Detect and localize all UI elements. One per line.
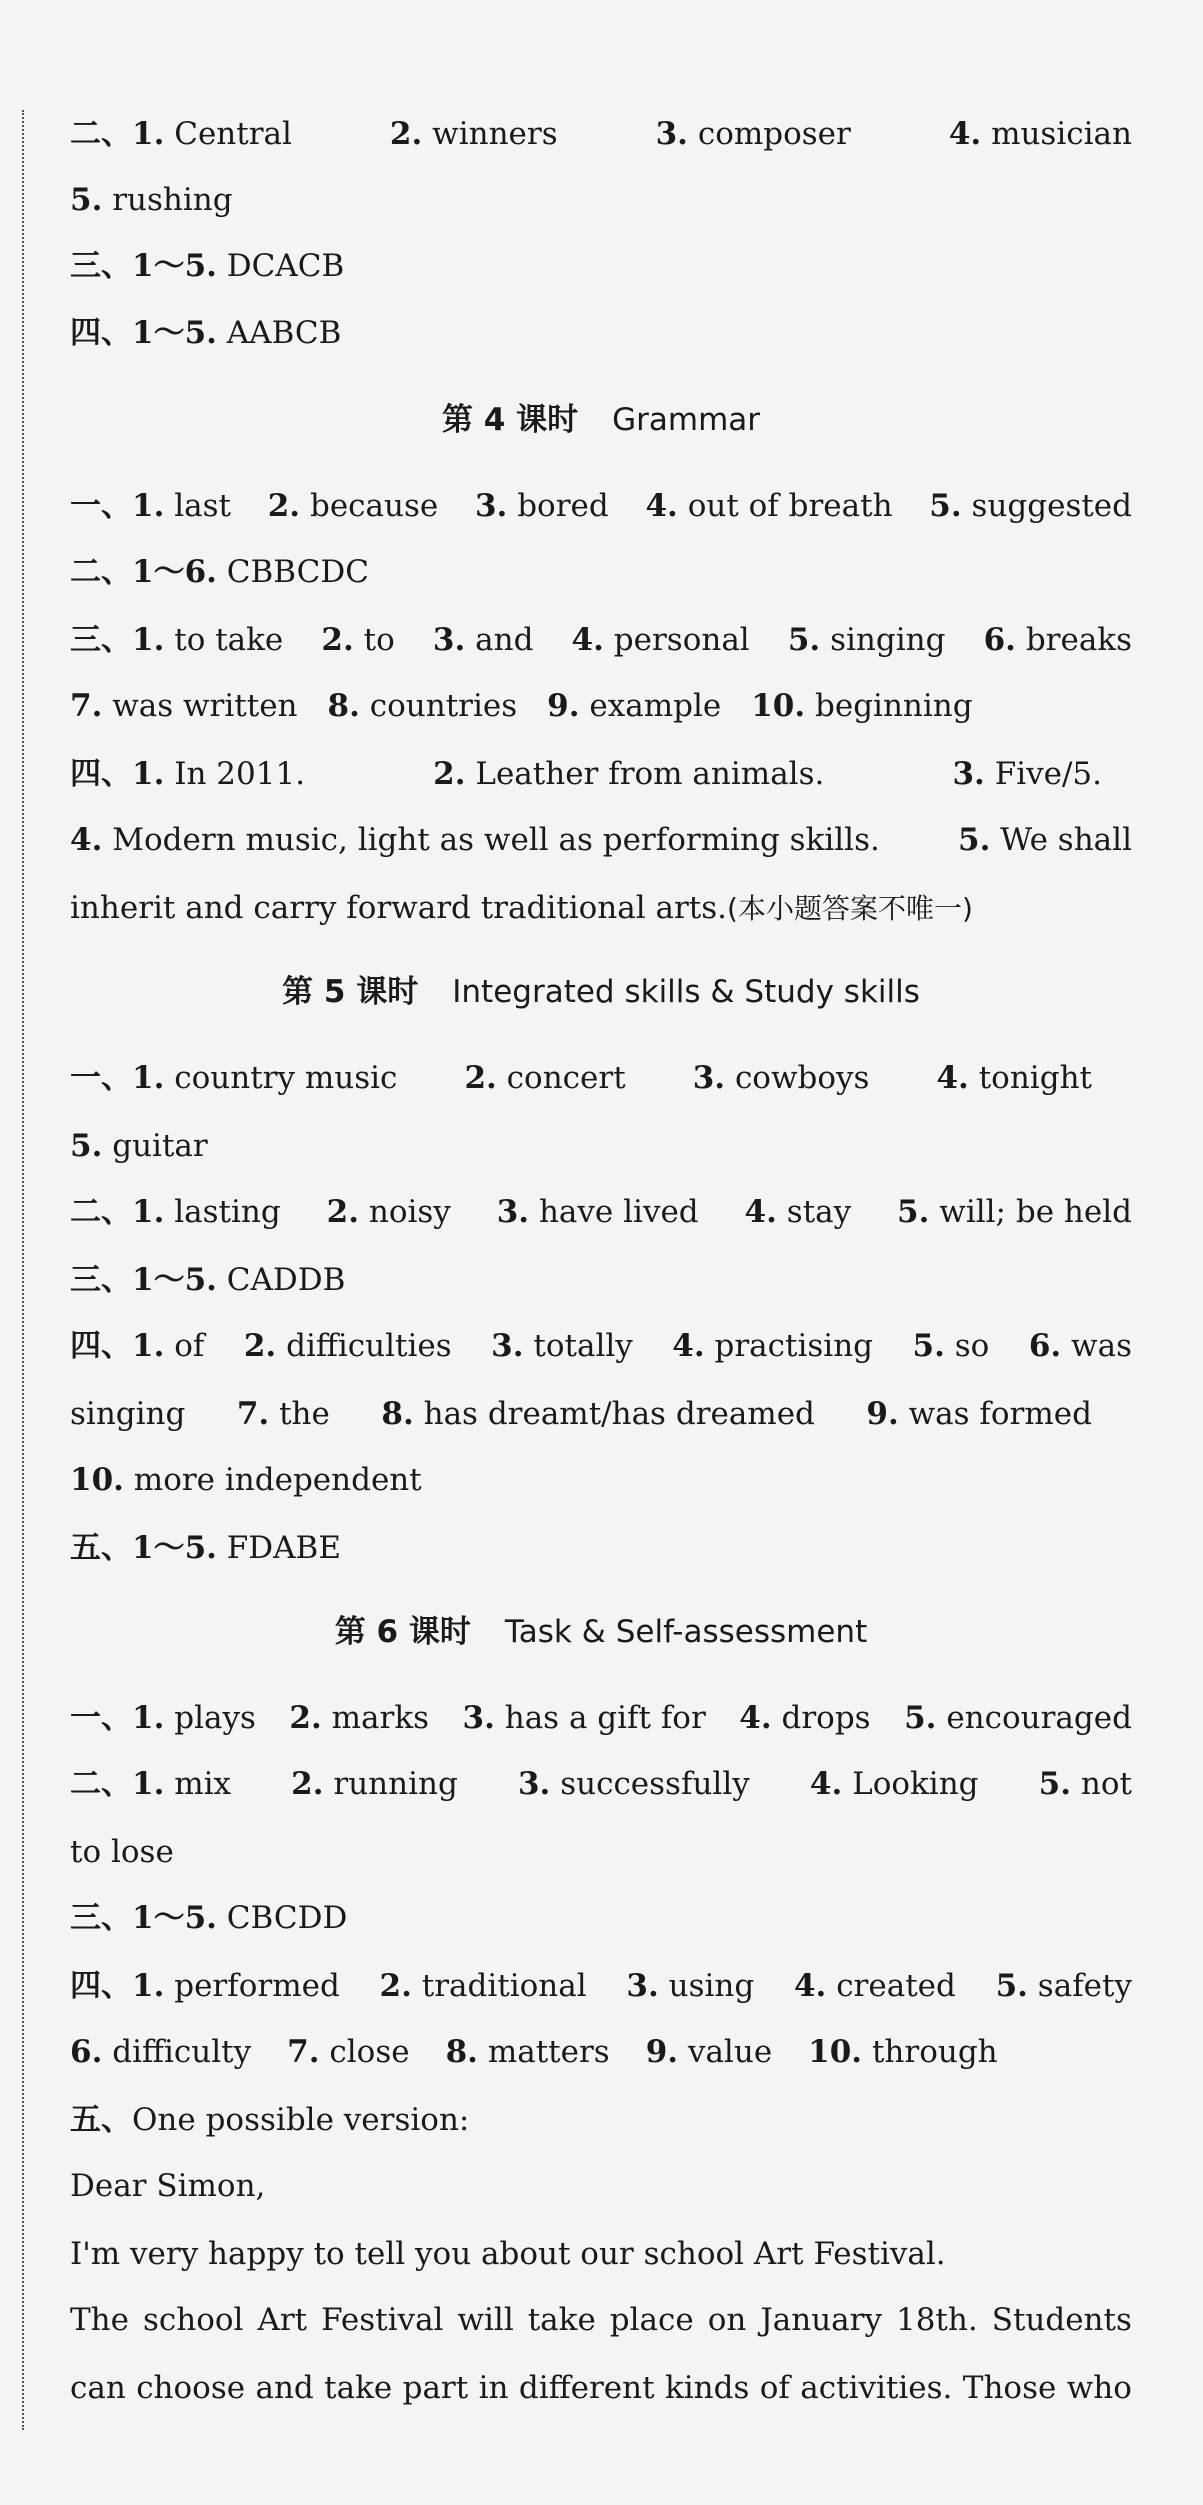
answer-item (268, 486, 439, 526)
question-group-label: 二、 (70, 554, 132, 590)
answer-item (808, 2032, 997, 2072)
answer-item (433, 620, 534, 660)
word: will (457, 2302, 514, 2338)
answer-line (70, 486, 1132, 526)
answer-item (646, 2032, 772, 2072)
answer-line (70, 1528, 1132, 1568)
answer-text: noisy (368, 1194, 451, 1230)
answer-item (672, 1326, 873, 1366)
answer-item (497, 1192, 699, 1232)
answer-text: has a gift for (504, 1700, 706, 1736)
word: and (255, 2370, 314, 2406)
answer-line (70, 1192, 1132, 1232)
answer-text: to lose (70, 1834, 174, 1870)
answer-item (984, 620, 1132, 660)
item-number: 1. (132, 116, 165, 152)
answer-text: traditional (421, 1968, 587, 2004)
answer-text: In 2011. (174, 756, 306, 792)
answer-line (70, 246, 1132, 286)
answer-text: concert (506, 1060, 626, 1096)
question-group-label: 四、 (70, 315, 132, 351)
answer-text: guitar (112, 1128, 208, 1164)
word: kinds (664, 2370, 750, 2406)
answer-text: encouraged (946, 1700, 1132, 1736)
item-number: 2. (289, 1700, 322, 1736)
item-number: 6. (70, 2034, 103, 2070)
item-number: 4. (809, 1766, 843, 1802)
word: of (759, 2370, 790, 2406)
answer-item (547, 686, 721, 726)
section-heading (70, 1612, 1132, 1652)
answer-item (446, 2032, 610, 2072)
answer-item (70, 1966, 340, 2006)
answer-item (745, 1192, 852, 1232)
answer-text: last (174, 488, 231, 524)
word: Those (962, 2370, 1057, 2406)
item-number: 10. (808, 2034, 863, 2070)
item-number: 2. (326, 1194, 359, 1230)
item-number: 10. (751, 688, 806, 724)
word: place (609, 2302, 694, 2338)
item-number: 1. (132, 1194, 165, 1230)
answer-text: has dreamt/has dreamed (423, 1396, 815, 1432)
item-number: 4. (793, 1968, 827, 2004)
answer-text: tonight (978, 1060, 1092, 1096)
item-number: 5. (912, 1328, 945, 1364)
answer-item (321, 620, 394, 660)
answer-item (626, 1966, 754, 2006)
answer-item (70, 754, 305, 794)
answer-item (328, 686, 518, 726)
answer-text: through (871, 2034, 998, 2070)
item-number: 3. (517, 1766, 551, 1802)
answer-text: DCACB (226, 248, 345, 284)
answer-item (237, 1394, 330, 1434)
item-number: 1. (132, 1968, 165, 2004)
answer-text: close (329, 2034, 410, 2070)
lesson-title: Integrated skills & Study skills (452, 974, 920, 1010)
answer-item (491, 1326, 633, 1366)
item-number: 4. (571, 622, 604, 658)
answer-item (949, 114, 1132, 154)
answer-item (952, 754, 1102, 794)
answer-line (70, 552, 1132, 592)
answer-item (70, 1460, 422, 1500)
answer-item (433, 754, 824, 794)
word: part (402, 2370, 469, 2406)
lesson-title: Grammar (612, 402, 761, 438)
item-number: 3. (432, 622, 466, 658)
answer-text: marks (331, 1700, 430, 1736)
lesson-number: 第 6 课时 (334, 1614, 471, 1650)
item-number: 5. (995, 1968, 1028, 2004)
answer-item (70, 1058, 397, 1098)
question-group-label: 三、 (70, 248, 132, 284)
answer-line (70, 313, 1132, 353)
answer-text: Central (174, 116, 292, 152)
word: January (760, 2302, 882, 2338)
letter-line (70, 2368, 1132, 2408)
item-number: 8. (327, 688, 360, 724)
answer-text: was (1071, 1328, 1132, 1364)
answer-item (1029, 1326, 1132, 1366)
answer-text: country music (174, 1060, 398, 1096)
answer-item (287, 2032, 409, 2072)
answer-text: mix (174, 1766, 232, 1802)
word: take (527, 2302, 596, 2338)
letter-line (70, 2300, 1132, 2340)
answer-item (70, 1394, 185, 1434)
answer-text: have lived (538, 1194, 699, 1230)
answer-item (70, 686, 298, 726)
item-number: 4. (672, 1328, 705, 1364)
answer-line (70, 1326, 1132, 1366)
answer-line (70, 1460, 1132, 1500)
answer-text: to take (174, 622, 284, 658)
answer-item (291, 1764, 458, 1804)
question-group-label: 三、 (70, 622, 132, 658)
note-text: (本小题答案不唯一) (727, 892, 973, 925)
item-number: 4. (739, 1700, 772, 1736)
item-number: 5. (787, 622, 821, 658)
answer-text: FDABE (226, 1530, 341, 1566)
item-number: 10. (70, 1462, 124, 1498)
answer-text: will; be held (939, 1194, 1132, 1230)
answer-item (70, 620, 283, 660)
answer-item (693, 1058, 870, 1098)
item-number: 1. (132, 622, 165, 658)
item-number: 1～6. (132, 554, 217, 590)
answer-item (475, 486, 609, 526)
item-number: 3. (655, 116, 688, 152)
answer-item (70, 1326, 204, 1366)
item-number: 5. (929, 488, 962, 524)
answer-item (70, 1192, 281, 1232)
answer-line (70, 1966, 1132, 2006)
answer-text: using (668, 1968, 755, 2004)
section-heading (70, 972, 1132, 1012)
answer-text: more independent (133, 1462, 422, 1498)
word: Students (991, 2302, 1132, 2338)
item-number: 5. (897, 1194, 930, 1230)
answer-line (70, 114, 1132, 154)
answer-text: created (836, 1968, 956, 2004)
answer-text: One possible version: (132, 2102, 470, 2138)
answer-item (380, 1966, 587, 2006)
answer-text: not (1080, 1766, 1132, 1802)
binding-margin-line (22, 110, 24, 2430)
item-number: 9. (645, 2034, 679, 2070)
answer-item (463, 1698, 706, 1738)
item-number: 3. (496, 1194, 530, 1230)
item-number: 5. (70, 182, 103, 218)
answer-text: performed (174, 1968, 340, 2004)
answer-text: the (279, 1396, 330, 1432)
answer-text: and (475, 622, 534, 658)
answer-item (70, 1764, 231, 1804)
answer-line (70, 2032, 1132, 2072)
item-number: 1. (132, 1700, 165, 1736)
item-number: 2. (464, 1060, 497, 1096)
answer-text: personal (613, 622, 750, 658)
item-number: 9. (547, 688, 580, 724)
item-number: 3. (626, 1968, 659, 2004)
answer-text: running (333, 1766, 458, 1802)
item-number: 1. (132, 756, 165, 792)
item-number: 6. (983, 622, 1016, 658)
lesson-title: Task & Self-assessment (504, 1614, 868, 1650)
answer-text: because (309, 488, 439, 524)
item-number: 2. (433, 756, 466, 792)
word: Art (257, 2302, 308, 2338)
item-number: 1～5. (132, 1900, 217, 1936)
word: school (142, 2302, 244, 2338)
answer-text: CADDB (226, 1262, 346, 1298)
answer-item (739, 1698, 870, 1738)
item-number: 9. (866, 1396, 899, 1432)
answer-text: musician (991, 116, 1132, 152)
item-number: 3. (474, 488, 508, 524)
answer-item (1039, 1764, 1132, 1804)
letter-line (70, 2234, 1132, 2274)
answer-item (788, 620, 946, 660)
item-number: 1～5. (132, 1530, 217, 1566)
item-number: 1～5. (132, 248, 217, 284)
answer-text: breaks (1025, 622, 1132, 658)
word: take (324, 2370, 393, 2406)
section-heading (70, 400, 1132, 440)
item-number: 8. (445, 2034, 478, 2070)
question-group-label: 五、 (70, 1530, 132, 1566)
word: different (518, 2370, 655, 2406)
item-number: 3. (952, 756, 985, 792)
answer-text: lasting (174, 1194, 281, 1230)
item-number: 5. (70, 1128, 103, 1164)
word: 18th. (895, 2302, 978, 2338)
answer-line (70, 754, 1132, 794)
item-number: 2. (389, 116, 423, 152)
item-number: 2. (291, 1766, 324, 1802)
item-number: 1. (132, 1766, 165, 1802)
answer-text: difficulty (112, 2034, 252, 2070)
answer-text: AABCB (226, 315, 342, 351)
answer-line (70, 1058, 1132, 1098)
answer-text: drops (781, 1700, 871, 1736)
answer-line (70, 1126, 1132, 1166)
item-number: 5. (904, 1700, 937, 1736)
item-number: 1. (132, 1060, 165, 1096)
answer-text: matters (487, 2034, 610, 2070)
answer-item (70, 486, 231, 526)
answer-text: Dear Simon, (70, 2168, 266, 2204)
answer-item (518, 1764, 750, 1804)
answer-item (913, 1326, 990, 1366)
answer-line: inherit and carry forward traditional arts.(本小题答案不唯一) (70, 890, 973, 926)
item-number: 6. (1028, 1328, 1062, 1364)
answer-text: composer (697, 116, 851, 152)
question-group-label: 五、 (70, 2102, 132, 2138)
answer-item (70, 180, 233, 220)
word: on (707, 2302, 747, 2338)
answer-text: to (363, 622, 395, 658)
word: choose (136, 2370, 246, 2406)
question-group-label: 四、 (70, 1328, 132, 1364)
answer-text: countries (369, 688, 518, 724)
item-number: 5. (1038, 1766, 1072, 1802)
item-number: 7. (70, 688, 103, 724)
answer-text: Leather from animals. (475, 756, 825, 792)
word: The (70, 2302, 129, 2338)
answer-line (70, 1260, 1132, 1300)
answer-line: 4. Modern music, light as well as performing skills. 5. We shall (70, 822, 1132, 858)
answer-text: example (589, 688, 722, 724)
answer-item (794, 1966, 956, 2006)
answer-item (572, 620, 750, 660)
answer-item (751, 686, 972, 726)
answer-item (244, 1326, 452, 1366)
answer-text: I'm very happy to tell you about our school Art Festival. (70, 2236, 946, 2272)
answer-text: value (687, 2034, 773, 2070)
answer-text: rushing (112, 182, 233, 218)
question-group-label: 三、 (70, 1900, 132, 1936)
answer-line (70, 1394, 1132, 1434)
answer-line (70, 180, 1132, 220)
answer-text: CBBCDC (226, 554, 369, 590)
letter-line (70, 2166, 1132, 2206)
word: who (1066, 2370, 1132, 2406)
lesson-number: 第 5 课时 (282, 974, 419, 1010)
answer-item (904, 1698, 1132, 1738)
question-group-label: 二、 (70, 116, 132, 152)
item-number: 2. (379, 1968, 412, 2004)
answer-text: suggested (971, 488, 1132, 524)
answer-text: difficulties (286, 1328, 452, 1364)
answer-line (70, 1698, 1132, 1738)
answer-item (656, 114, 851, 154)
answer-item (996, 1966, 1132, 2006)
question-group-label: 二、 (70, 1766, 132, 1802)
item-number: 3. (462, 1700, 495, 1736)
answer-item (929, 486, 1132, 526)
answer-text: stay (786, 1194, 852, 1230)
answer-item (810, 1764, 979, 1804)
item-number: 7. (236, 1396, 270, 1432)
answer-text: safety (1037, 1968, 1132, 2004)
answer-item (936, 1058, 1092, 1098)
answer-text: practising (714, 1328, 874, 1364)
answer-text: of (174, 1328, 205, 1364)
item-number: 7. (287, 2034, 320, 2070)
question-group-label: 四、 (70, 1968, 132, 2004)
answer-item (866, 1394, 1092, 1434)
answer-text: cowboys (734, 1060, 870, 1096)
lesson-number: 第 4 课时 (441, 402, 579, 438)
answer-text: CBCDD (226, 1900, 348, 1936)
question-group-label: 一、 (70, 488, 132, 524)
answer-line (70, 620, 1132, 660)
answer-item (70, 1698, 256, 1738)
answer-text: so (954, 1328, 990, 1364)
answer-text: plays (174, 1700, 256, 1736)
answer-text: beginning (815, 688, 973, 724)
question-group-label: 一、 (70, 1060, 132, 1096)
item-number: 2. (321, 622, 354, 658)
word: Festival (321, 2302, 444, 2338)
item-number: 4. (936, 1060, 969, 1096)
answer-item (390, 114, 558, 154)
question-group-label: 四、 (70, 756, 132, 792)
answer-text: out of breath (687, 488, 893, 524)
question-group-label: 三、 (70, 1262, 132, 1298)
item-number: 1～5. (132, 315, 217, 351)
item-number: 4. (948, 116, 982, 152)
item-number: 3. (491, 1328, 524, 1364)
answer-item (327, 1192, 451, 1232)
item-number: 1. (132, 488, 165, 524)
item-number: 2. (243, 1328, 277, 1364)
answer-text: Looking (852, 1766, 979, 1802)
item-number: 1～5. (132, 1262, 217, 1298)
answer-text: successfully (560, 1766, 750, 1802)
item-number: 4. (645, 488, 678, 524)
answer-text: singing (830, 622, 946, 658)
question-group-label: 二、 (70, 1194, 132, 1230)
word: can (70, 2370, 126, 2406)
answer-text: was formed (908, 1396, 1092, 1432)
answer-line (70, 1764, 1132, 1804)
item-number: 2. (267, 488, 301, 524)
item-number: 3. (692, 1060, 726, 1096)
question-group-label: 一、 (70, 1700, 132, 1736)
answer-item (381, 1394, 815, 1434)
answer-line (70, 1832, 1132, 1872)
answer-text: totally (533, 1328, 633, 1364)
word: activities. (800, 2370, 953, 2406)
word: in (478, 2370, 509, 2406)
answer-item (464, 1058, 625, 1098)
answer-item (70, 114, 292, 154)
item-number: 4. (744, 1194, 777, 1230)
answer-text: singing (70, 1396, 186, 1432)
answer-item (897, 1192, 1132, 1232)
item-number: 1. (132, 1328, 165, 1364)
answer-line (70, 1898, 1132, 1938)
answer-item (645, 486, 892, 526)
answer-item (70, 1126, 208, 1166)
answer-text: bored (517, 488, 609, 524)
answer-line (70, 686, 1132, 726)
answer-line (70, 2100, 1132, 2140)
answer-item (70, 2032, 251, 2072)
answer-text: winners (432, 116, 558, 152)
answer-text: Five/5. (994, 756, 1102, 792)
item-number: 8. (381, 1396, 414, 1432)
answer-item (289, 1698, 429, 1738)
answer-text: was written (112, 688, 298, 724)
